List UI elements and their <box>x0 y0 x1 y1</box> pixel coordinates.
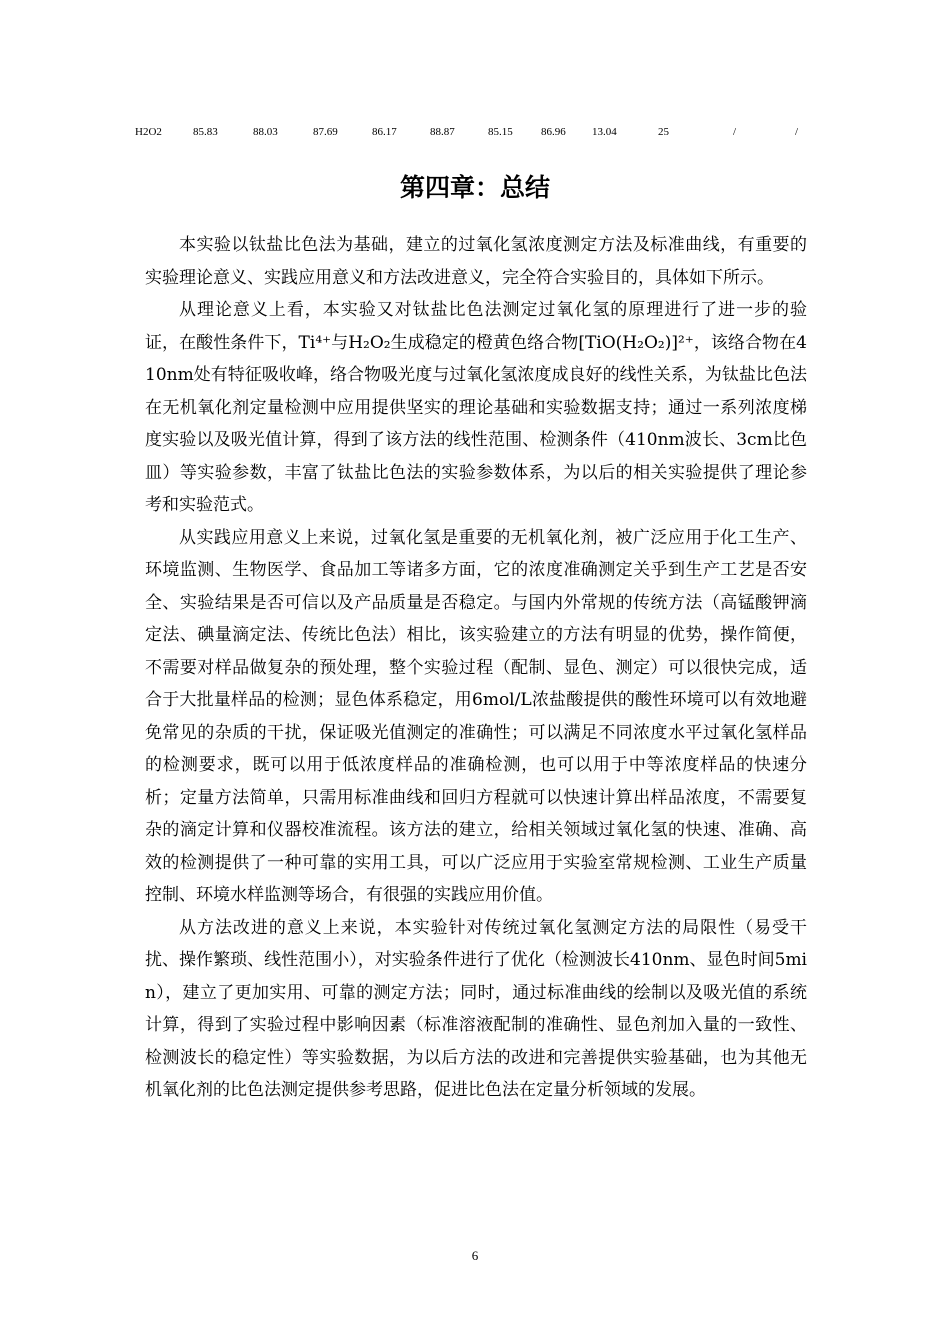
table-cell: 85.83 <box>193 126 218 138</box>
document-body <box>145 229 807 1107</box>
table-cell: 13.04 <box>592 126 617 138</box>
table-cell: 86.96 <box>541 126 566 138</box>
table-cell: 25 <box>658 126 669 138</box>
table-cell: / <box>795 126 799 138</box>
table-cell: 88.03 <box>253 126 278 138</box>
table-cell: 85.15 <box>488 126 513 138</box>
table-row <box>0 124 950 140</box>
paragraph-practice: 从实践应用意义上来说，过氧化氢是重要的无机氧化剂，被广泛应用于化工生产、环境监测、生物医学、食品加工等诸多方面，它的浓度准确测定关乎到生产工艺是否安全、实验结果是否可信以及产品质量是否稳定。与国内外常规的传统方法（高锰酸钾滴定法、碘量滴定法、传统比色法）相比，该实验建立的方法有明显的优势，操作简便，不需要对样品做复杂的预处理，整个实验过程（配制、显色、测定）可以很快完成，适合于大批量样品的检测；显色体系稳定，用6mol/L浓盐酸提供的酸性环境可以有效地避免常见的杂质的干扰，保证吸光值测定的准确性；可以满足不同浓度水平过氧化氢样品的检测要求，既可以用于低浓度样品的准确检测，也可以用于中等浓度样品的快速分析；定量方法简单，只需用标准曲线和回归方程就可以快速计算出样品浓度，不需要复杂的滴定计算和仪器校准流程。该方法的建立，给相关领域过氧化氢的快速、准确、高效的检测提供了一种可靠的实用工具，可以广泛应用于实验室常规检测、工业生产质量控制、环境水样监测等场合，有很强的实践应用价值。 <box>145 527 807 905</box>
table-cell-label: H2O2 <box>135 126 162 138</box>
table-cell: 87.69 <box>313 126 338 138</box>
page-number: 6 <box>471 1248 479 1263</box>
paragraph-method: 从方法改进的意义上来说，本实验针对传统过氧化氢测定方法的局限性（易受干扰、操作繁琐、线性范围小），对实验条件进行了优化（检测波长410nm、显色时间5min），建立了更加实用、可靠的测定方法；同时，通过标准曲线的绘制以及吸光值的系统计算，得到了实验过程中影响因素（标准溶液配制的准确性、显色剂加入量的一致性、检测波长的稳定性）等实验数据，为以后方法的改进和完善提供实验基础，也为其他无机氧化剂的比色法测定提供参考思路，促进比色法在定量分析领域的发展。 <box>145 917 807 1100</box>
table-cell: / <box>733 126 737 138</box>
table-cell: 86.17 <box>372 126 397 138</box>
table-cell: 88.87 <box>430 126 455 138</box>
paragraph-intro: 本实验以钛盐比色法为基础，建立的过氧化氢浓度测定方法及标准曲线，有重要的实验理论意义、实践应用意义和方法改进意义，完全符合实验目的，具体如下所示。 <box>145 235 807 288</box>
paragraph-theory: 从理论意义上看，本实验又对钛盐比色法测定过氧化氢的原理进行了进一步的验证，在酸性条件下，Ti⁴⁺与H₂O₂生成稳定的橙黄色络合物[TiO(H₂O₂)]²⁺，该络合物在410nm处有特征吸收峰，络合物吸光度与过氧化氢浓度成良好的线性关系，为钛盐比色法在无机氧化剂定量检测中应用提供坚实的理论基础和实验数据支持；通过一系列浓度梯度实验以及吸光值计算，得到了该方法的线性范围、检测条件（410nm波长、3cm比色皿）等实验参数，丰富了钛盐比色法的实验参数体系，为以后的相关实验提供了理论参考和实验范式。 <box>145 300 807 515</box>
chapter-title: 第四章：总结 <box>399 173 550 202</box>
